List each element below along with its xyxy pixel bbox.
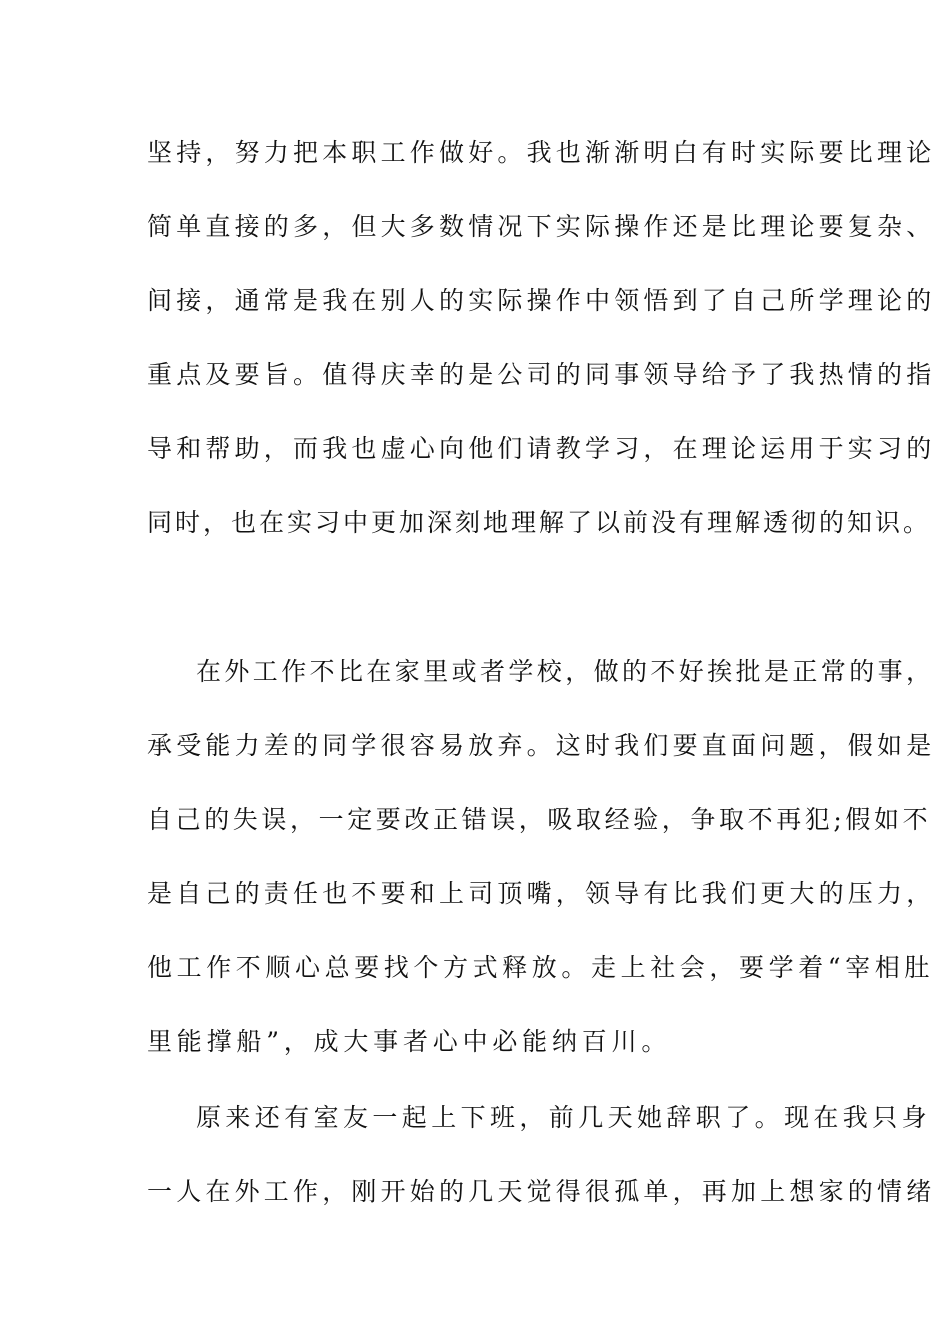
text-line: 他工作不顺心总要找个方式释放。走上社会，要学着“宰相肚 [147,953,934,982]
text-line: 在外工作不比在家里或者学校，做的不好挨批是正常的事， [196,657,935,686]
text-line: 简单直接的多，但大多数情况下实际操作还是比理论要复杂、 [147,212,936,241]
text-line: 原来还有室友一起上下班，前几天她辞职了。现在我只身 [196,1103,932,1132]
text-line: 一人在外工作，刚开始的几天觉得很孤单，再加上想家的情绪 [147,1177,936,1206]
text-line: 间接，通常是我在别人的实际操作中领悟到了自己所学理论的 [147,286,936,315]
text-line: 是自己的责任也不要和上司顶嘴，领导有比我们更大的压力， [147,879,936,908]
text-line: 承受能力差的同学很容易放弃。这时我们要直面问题，假如是 [147,731,936,760]
text-line: 里能撑船”，成大事者心中必能纳百川。 [147,1027,672,1056]
text-line: 导和帮助，而我也虚心向他们请教学习，在理论运用于实习的 [147,434,936,463]
text-line: 自己的失误，一定要改正错误，吸取经验，争取不再犯;假如不 [147,805,932,834]
text-line: 坚持，努力把本职工作做好。我也渐渐明白有时实际要比理论 [147,138,936,167]
text-line: 重点及要旨。值得庆幸的是公司的同事领导给予了我热情的指 [147,360,936,389]
text-line: 同时，也在实习中更加深刻地理解了以前没有理解透彻的知识。 [147,508,932,537]
